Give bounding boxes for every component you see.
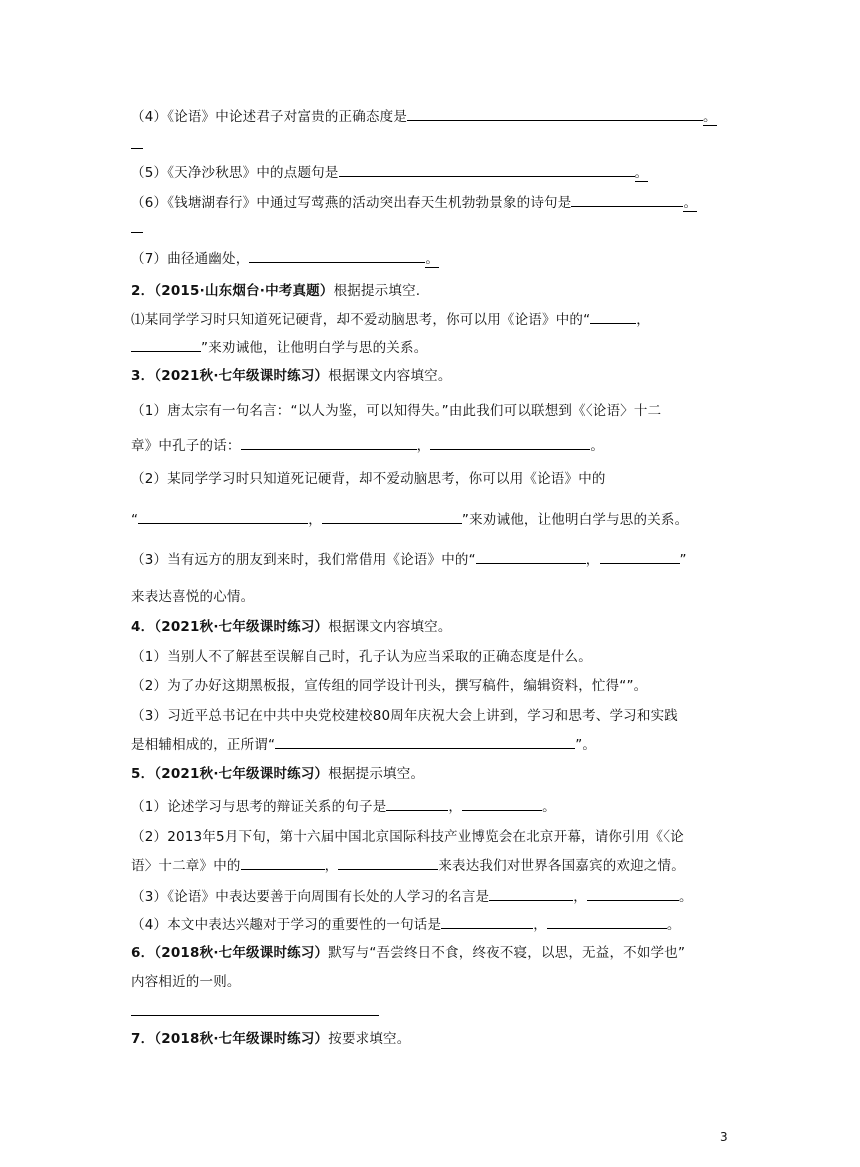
answer-blank[interactable] bbox=[131, 1001, 379, 1016]
punctuation: ”。 bbox=[575, 737, 597, 753]
question-text: （3）习近平总书记在中共中央党校建校80周年庆祝大会上讲到，学习和思考、学习和实践 bbox=[131, 708, 678, 724]
punctuation: 。 bbox=[678, 889, 693, 905]
question-text: （1）论述学习与思考的辩证关系的句子是 bbox=[131, 799, 387, 815]
answer-blank[interactable] bbox=[600, 549, 680, 564]
question-line bbox=[131, 972, 241, 992]
answer-blank[interactable] bbox=[386, 796, 448, 811]
question-number: 7． bbox=[131, 1031, 155, 1047]
page-number: 3 bbox=[720, 1130, 728, 1144]
question-source: （2015·山东烟台·中考真题） bbox=[154, 283, 334, 299]
question-line bbox=[131, 706, 678, 726]
answer-blank[interactable] bbox=[339, 162, 635, 177]
question-line bbox=[131, 106, 717, 127]
question-text: （4）本文中表达兴趣对于学习的重要性的一句话是 bbox=[131, 917, 442, 933]
question-line bbox=[131, 337, 427, 358]
question-text: （2）某同学学习时只知道死记硬背，却不爱动脑思考，你可以用《论语》中的 bbox=[131, 471, 606, 487]
answer-blank[interactable] bbox=[322, 509, 462, 524]
question-number: 3． bbox=[131, 368, 155, 384]
answer-blank[interactable] bbox=[131, 134, 143, 149]
question-line bbox=[131, 162, 648, 183]
question-text: （4）《论语》中论述君子对富贵的正确态度是 bbox=[131, 109, 408, 125]
question-text: 默写与“吾尝终日不食，终夜不寝，以思，无益，不如学也” bbox=[328, 945, 686, 961]
punctuation: 。 bbox=[703, 109, 717, 125]
punctuation: ， bbox=[448, 799, 463, 815]
question-line bbox=[131, 886, 693, 907]
answer-blank[interactable] bbox=[571, 192, 683, 207]
question-number: 6． bbox=[131, 945, 155, 961]
punctuation: 。 bbox=[425, 251, 440, 267]
answer-blank[interactable] bbox=[275, 734, 575, 749]
question-text: （2）为了办好这期黑板报，宣传组的同学设计刊头，撰写稿件，编辑资料，忙得“”。 bbox=[131, 678, 648, 694]
question-line bbox=[131, 827, 684, 847]
question-source: （2018秋·七年级课时练习） bbox=[154, 945, 329, 961]
question-text: （3）当有远方的朋友到来时，我们常借用《论语》中的“ bbox=[131, 552, 476, 568]
question-text: （7）曲径通幽处， bbox=[131, 251, 250, 267]
question-text: （6）《钱塘湖春行》中通过写莺燕的活动突出春天生机勃勃景象的诗句是 bbox=[131, 195, 572, 211]
question-header bbox=[131, 943, 685, 963]
answer-blank[interactable] bbox=[547, 914, 667, 929]
question-text: 根据提示填空. bbox=[333, 283, 421, 299]
question-line bbox=[131, 248, 439, 269]
question-line bbox=[131, 734, 596, 755]
question-line bbox=[131, 309, 650, 330]
question-line bbox=[131, 914, 681, 935]
question-text: 章》中孔子的话： bbox=[131, 438, 241, 454]
punctuation: 。 bbox=[683, 195, 698, 211]
question-text: 来表达喜悦的心情。 bbox=[131, 589, 255, 605]
punctuation: “ bbox=[131, 512, 139, 528]
question-line bbox=[131, 796, 556, 817]
punctuation: ， bbox=[636, 312, 650, 328]
question-text: 来表达我们对世界各国嘉宾的欢迎之情。 bbox=[438, 858, 685, 874]
question-header bbox=[131, 617, 452, 637]
question-text: （2）2013年5月下旬，第十六届中国北京国际科技产业博览会在北京开幕，请你引用《〈论 bbox=[131, 829, 684, 845]
question-text: （1）唐太宗有一句名言：“以人为鉴，可以知得失。”由此我们可以联想到《〈论语〉十二 bbox=[131, 403, 662, 419]
punctuation: ” bbox=[679, 552, 687, 568]
question-text: 语〉十二章》中的 bbox=[131, 858, 241, 874]
question-line bbox=[131, 855, 685, 876]
answer-blank[interactable] bbox=[138, 509, 308, 524]
question-line bbox=[131, 134, 143, 155]
answer-blank[interactable] bbox=[407, 106, 703, 121]
answer-blank[interactable] bbox=[489, 886, 573, 901]
answer-blank[interactable] bbox=[241, 435, 417, 450]
question-number: 5． bbox=[131, 766, 155, 782]
punctuation: ， bbox=[573, 889, 587, 905]
question-source: （2021秋·七年级课时练习） bbox=[154, 766, 329, 782]
question-text: ⑴某同学学习时只知道死记硬背，却不爱动脑思考，你可以用《论语》中的“ bbox=[131, 312, 591, 328]
question-text: （1）当别人不了解甚至误解自己时，孔子认为应当采取的正确态度是什么。 bbox=[131, 649, 592, 665]
question-text: ”来劝诫他，让他明白学与思的关系。 bbox=[201, 340, 428, 356]
question-line bbox=[131, 192, 697, 213]
question-header bbox=[131, 1029, 410, 1049]
answer-blank[interactable] bbox=[249, 248, 425, 263]
answer-blank[interactable] bbox=[131, 337, 201, 352]
answer-blank[interactable] bbox=[587, 886, 679, 901]
question-line bbox=[131, 587, 254, 607]
punctuation: 。 bbox=[634, 165, 649, 181]
punctuation: ， bbox=[416, 438, 431, 454]
answer-blank[interactable] bbox=[590, 309, 636, 324]
punctuation: ， bbox=[533, 917, 547, 933]
punctuation: ， bbox=[308, 512, 322, 528]
question-header bbox=[131, 764, 424, 784]
punctuation: 。 bbox=[542, 799, 556, 815]
answer-blank[interactable] bbox=[476, 549, 586, 564]
question-line bbox=[131, 435, 604, 456]
question-text: 内容相近的一则。 bbox=[131, 974, 241, 990]
answer-blank[interactable] bbox=[338, 855, 438, 870]
question-text: ”来劝诫他，让他明白学与思的关系。 bbox=[461, 512, 689, 528]
question-header bbox=[131, 366, 452, 386]
question-line bbox=[131, 549, 687, 570]
question-source: （2021秋·七年级课时练习） bbox=[154, 368, 329, 384]
question-line bbox=[131, 1001, 379, 1022]
question-text: （5）《天净沙秋思》中的点题句是 bbox=[131, 165, 339, 181]
question-number: 4． bbox=[131, 619, 155, 635]
punctuation: 。 bbox=[590, 438, 605, 454]
question-source: （2021秋·七年级课时练习） bbox=[154, 619, 329, 635]
answer-blank[interactable] bbox=[462, 796, 542, 811]
question-line bbox=[131, 218, 143, 239]
question-text: 按要求填空。 bbox=[328, 1031, 411, 1047]
punctuation: ， bbox=[585, 552, 600, 568]
question-text: 是相辅相成的，正所谓“ bbox=[131, 737, 276, 753]
question-text: 根据课文内容填空。 bbox=[328, 368, 452, 384]
question-line bbox=[131, 647, 592, 667]
question-line bbox=[131, 469, 606, 489]
answer-blank[interactable] bbox=[241, 855, 325, 870]
answer-blank[interactable] bbox=[441, 914, 533, 929]
answer-blank[interactable] bbox=[131, 218, 143, 233]
answer-blank[interactable] bbox=[430, 435, 590, 450]
question-source: （2018秋·七年级课时练习） bbox=[154, 1031, 329, 1047]
question-text: 根据提示填空。 bbox=[328, 766, 425, 782]
question-line bbox=[131, 676, 647, 696]
question-header bbox=[131, 281, 420, 301]
question-number: 2． bbox=[131, 283, 155, 299]
punctuation: ， bbox=[324, 858, 339, 874]
question-line bbox=[131, 401, 661, 421]
question-text: （3）《论语》中表达要善于向周围有长处的人学习的名言是 bbox=[131, 889, 490, 905]
question-text: 根据课文内容填空。 bbox=[328, 619, 452, 635]
question-line bbox=[131, 509, 688, 530]
punctuation: 。 bbox=[666, 917, 681, 933]
